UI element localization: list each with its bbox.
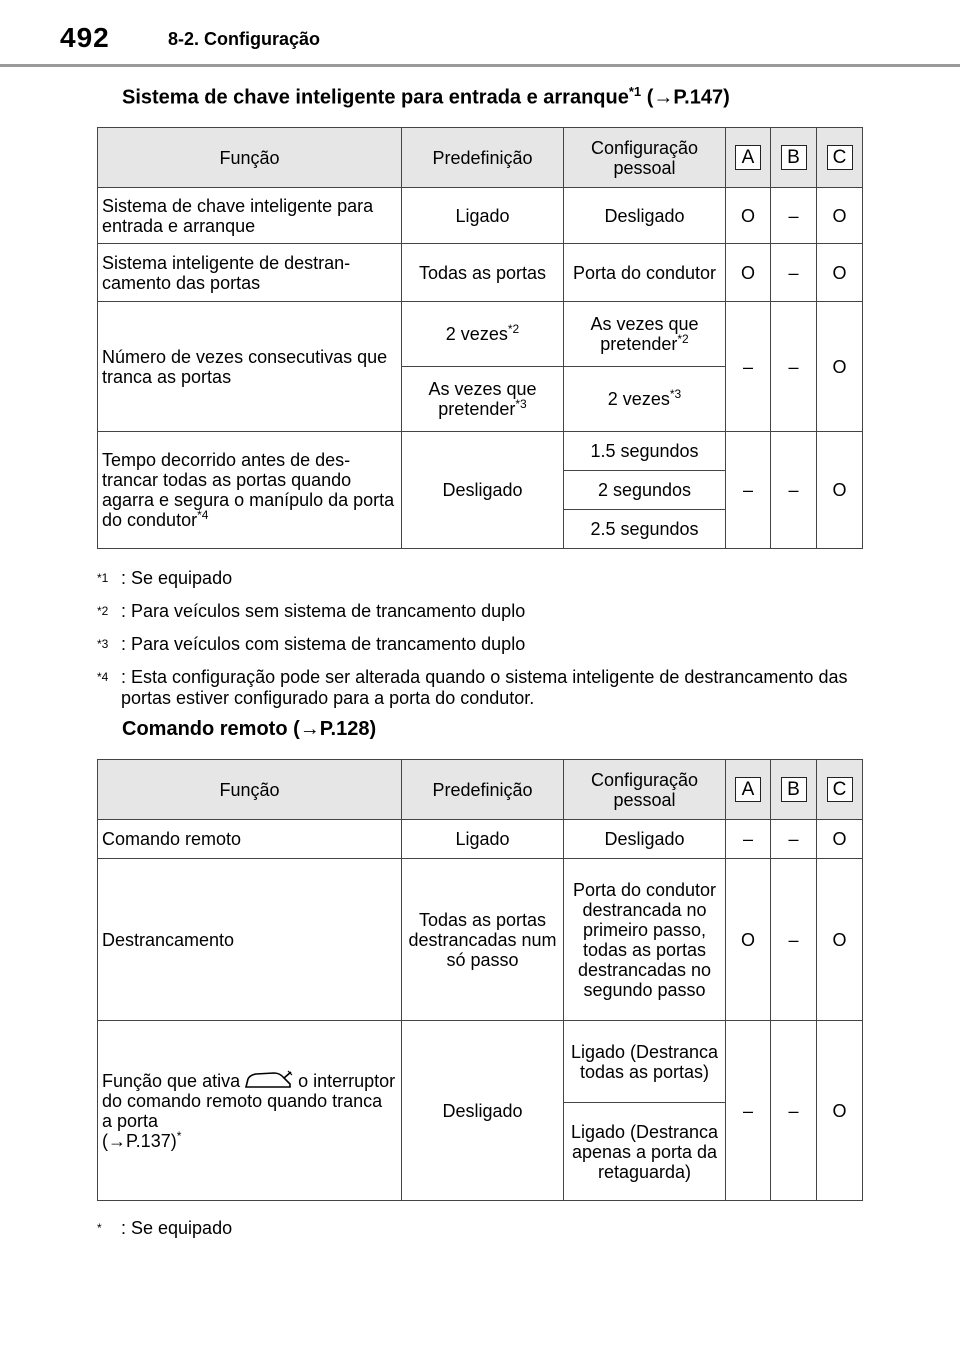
cell-text: 2 vezes — [445, 324, 508, 344]
cell-a: – — [726, 820, 771, 859]
section-title-page-ref: (→P.128) — [293, 718, 377, 740]
table-row — [98, 1021, 863, 1103]
footnote-text: : Se equipado — [121, 568, 233, 588]
table-row — [98, 820, 863, 859]
footnote — [97, 634, 862, 655]
section-title-footnote-mark: *1 — [628, 84, 642, 99]
header-divider — [0, 64, 960, 67]
footnote-text: : Se equipado — [121, 1218, 233, 1238]
cell-funcao: Destrancamento — [98, 859, 402, 1021]
footnote-mark: * — [176, 1129, 182, 1143]
cell-b: – — [771, 1021, 817, 1201]
cell-b: – — [771, 859, 817, 1021]
page-number: 492 — [60, 22, 110, 53]
section-title-remote — [122, 718, 376, 741]
label-box-b: B — [781, 145, 807, 170]
cell-configuracao: Ligado (Destranca todas as portas) — [564, 1021, 726, 1103]
cell-predefinicao: Todas as portas — [402, 244, 564, 302]
cell-configuracao: 2 segundos — [564, 471, 726, 510]
label-box-a: A — [735, 777, 761, 802]
cell-funcao — [98, 432, 402, 549]
section-title-text: Comando remoto — [122, 718, 288, 740]
section-title-smart-key — [122, 84, 730, 110]
cell-b: – — [771, 188, 817, 244]
footnote-mark: *3 — [97, 637, 109, 651]
footnote-mark: *4 — [97, 670, 109, 684]
smart-key-settings-table — [97, 127, 863, 549]
cell-predefinicao: Desligado — [402, 432, 564, 549]
footnote-mark: *4 — [197, 508, 209, 522]
footnote — [97, 601, 862, 622]
cell-predefinicao: Desligado — [402, 1021, 564, 1201]
table-row — [98, 188, 863, 244]
cell-configuracao — [564, 302, 726, 367]
cell-c: O — [817, 1021, 863, 1201]
table-row — [98, 244, 863, 302]
section-title-page-ref: (→P.147) — [646, 86, 730, 109]
cell-text: Tempo decorrido antes de destrancar todas as portas quando agarra e segura o manípulo da porta do condutor — [102, 450, 395, 530]
cell-c: O — [817, 820, 863, 859]
label-box-a: A — [735, 145, 761, 170]
table-header-row — [98, 128, 863, 188]
table-header-row — [98, 760, 863, 820]
section-title-text: Sistema de chave inteligente para entrada e arranque — [122, 86, 629, 109]
column-header-b — [771, 760, 817, 820]
cell-configuracao: Desligado — [564, 820, 726, 859]
cell-text: As vezes que pretender — [590, 314, 699, 354]
footnote-mark: *3 — [515, 397, 527, 411]
footnote-mark: *2 — [507, 322, 520, 336]
label-box-c: C — [827, 145, 853, 170]
footnote-text: : Para veículos com sistema de trancamento duplo — [121, 634, 526, 654]
cell-a: – — [726, 1021, 771, 1201]
cell-predefinicao: Todas as portas destrancadas num só passo — [402, 859, 564, 1021]
column-header-a — [726, 128, 771, 188]
footnote — [97, 667, 862, 709]
cell-configuracao: Porta do condutor — [564, 244, 726, 302]
cell-configuracao: Desligado — [564, 188, 726, 244]
footnote — [97, 1218, 862, 1239]
car-back-door-icon — [244, 1070, 294, 1090]
cell-configuracao: Ligado (Destranca apenas a porta da retaguarda) — [564, 1103, 726, 1201]
cell-b: – — [771, 432, 817, 549]
cell-a: O — [726, 244, 771, 302]
column-header-predefinicao: Predefinição — [402, 128, 564, 188]
footnote — [97, 568, 862, 589]
footnote-mark: *2 — [677, 332, 689, 346]
cell-predefinicao — [402, 302, 564, 367]
column-header-predefinicao: Predefinição — [402, 760, 564, 820]
column-header-c — [817, 128, 863, 188]
table-row — [98, 302, 863, 367]
cell-b: – — [771, 244, 817, 302]
cell-b: – — [771, 820, 817, 859]
cell-c: O — [817, 188, 863, 244]
cell-funcao — [98, 1021, 402, 1201]
cell-text: As vezes que pretender — [428, 379, 537, 419]
cell-predefinicao: Ligado — [402, 188, 564, 244]
footnote-mark: * — [97, 1221, 102, 1235]
footnote-mark: *1 — [97, 571, 109, 585]
cell-c: O — [817, 244, 863, 302]
label-box-b: B — [781, 777, 807, 802]
footnotes-section-2 — [97, 1218, 862, 1251]
footnote-mark: *3 — [669, 387, 682, 401]
cell-funcao: Sistema inteligente de destrancamento das portas — [98, 244, 402, 302]
column-header-configuracao: Configuração pessoal — [564, 128, 726, 188]
table-row — [98, 432, 863, 471]
cell-a: O — [726, 188, 771, 244]
cell-page-ref: (→P.137) — [102, 1131, 177, 1151]
cell-configuracao: 1.5 segundos — [564, 432, 726, 471]
label-box-c: C — [827, 777, 853, 802]
cell-c: O — [817, 859, 863, 1021]
footnote-text: : Esta configuração pode ser alterada quando o sistema inteligente de destrancamento das portas estiver configurado para a porta do condutor. — [121, 667, 848, 708]
cell-funcao: Sistema de chave inteligente para entrada e arranque — [98, 188, 402, 244]
chapter-title: 8-2. Configuração — [168, 29, 321, 49]
cell-text: Função que ativa — [102, 1071, 241, 1091]
cell-configuracao: Porta do condutor destrancada no primeiro passo, todas as portas destrancadas no segundo passo — [564, 859, 726, 1021]
footnote-mark: *2 — [97, 604, 109, 618]
column-header-configuracao: Configuração pessoal — [564, 760, 726, 820]
cell-text: o interruptor do comando remoto quando tranca a porta — [102, 1071, 396, 1131]
column-header-funcao: Função — [98, 760, 402, 820]
column-header-c — [817, 760, 863, 820]
cell-predefinicao: Ligado — [402, 820, 564, 859]
cell-configuracao: 2.5 segundos — [564, 510, 726, 549]
cell-funcao: Comando remoto — [98, 820, 402, 859]
cell-a: O — [726, 859, 771, 1021]
cell-a: – — [726, 432, 771, 549]
column-header-funcao: Função — [98, 128, 402, 188]
cell-predefinicao — [402, 367, 564, 432]
column-header-b — [771, 128, 817, 188]
column-header-a — [726, 760, 771, 820]
remote-control-settings-table — [97, 759, 863, 1201]
cell-configuracao — [564, 367, 726, 432]
cell-b: – — [771, 302, 817, 432]
table-row — [98, 859, 863, 1021]
cell-funcao: Número de vezes consecutivas que tranca as portas — [98, 302, 402, 432]
footnotes-section-1 — [97, 568, 862, 721]
cell-c: O — [817, 302, 863, 432]
page-header — [0, 0, 960, 70]
cell-a: – — [726, 302, 771, 432]
footnote-text: : Para veículos sem sistema de trancamento duplo — [121, 601, 526, 621]
cell-c: O — [817, 432, 863, 549]
cell-text: 2 vezes — [607, 389, 670, 409]
